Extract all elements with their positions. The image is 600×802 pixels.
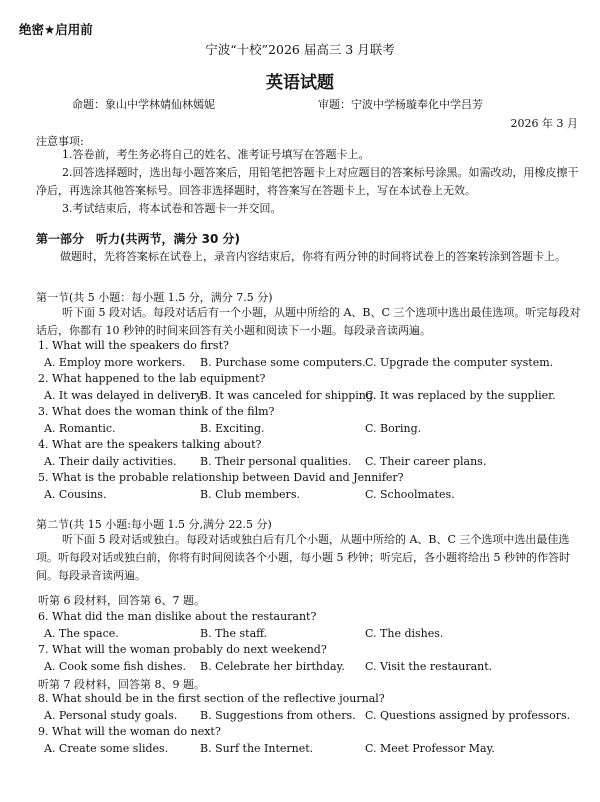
notes-heading: 注意事项: — [36, 135, 84, 148]
option-c: C. The dishes. — [365, 627, 444, 640]
option-c: C. Visit the restaurant. — [365, 660, 493, 673]
option-a: A. It was delayed in delivery. — [44, 389, 205, 402]
option-b: B. Their personal qualities. — [200, 455, 352, 468]
option-a: A. Personal study goals. — [44, 709, 178, 722]
exam-date: 2026 年 3 月 — [510, 117, 578, 130]
option-c: C. Meet Professor May. — [365, 742, 495, 755]
option-c: C. Boring. — [365, 422, 422, 435]
question: 1. What will the speakers do first? — [38, 339, 229, 352]
note-item: 1.答卷前，考生务必将自己的姓名、准考证号填写在答题卡上。 — [62, 148, 370, 161]
option-b: B. It was canceled for shipping. — [200, 389, 377, 402]
question: 2. What happened to the lab equipment? — [38, 372, 266, 385]
option-b: B. The staff. — [200, 627, 268, 640]
section-intro: 听下面 5 段对话。每段对话后有一个小题，从题中所给的 A、B、C 三个选项中选出最佳选项。听完每段对话后，你都有 10 秒钟的时间来回答有关小题和阅读下一小题。每段录音读两遍。 — [36, 306, 581, 337]
question: 8. What should be in the first section of the reflective journal? — [38, 692, 385, 705]
question: 4. What are the speakers talking about? — [38, 438, 262, 451]
option-a: A. Create some slides. — [44, 742, 169, 755]
question: 5. What is the probable relationship between David and Jennifer? — [38, 471, 404, 484]
material-instruction: 听第 7 段材料，回答第 8、9 题。 — [38, 678, 205, 691]
question: 9. What will the woman do next? — [38, 725, 221, 738]
option-a: A. Cousins. — [44, 488, 107, 501]
question: 7. What will the woman probably do next weekend? — [38, 643, 327, 656]
subject-title: 英语试题 — [266, 73, 334, 93]
option-c: C. Upgrade the computer system. — [365, 356, 554, 369]
option-b: B. Suggestions from others. — [200, 709, 356, 722]
option-a: A. Romantic. — [44, 422, 116, 435]
question: 3. What does the woman think of the film? — [38, 405, 275, 418]
option-b: B. Exciting. — [200, 422, 265, 435]
part-title: 第一部分 听力(共两节，满分 30 分) — [36, 232, 241, 246]
option-a: A. The space. — [44, 627, 119, 640]
material-instruction: 听第 6 段材料，回答第 6、7 题。 — [38, 594, 205, 607]
option-c: C. Questions assigned by professors. — [365, 709, 571, 722]
option-b: B. Purchase some computers. — [200, 356, 366, 369]
option-b: B. Celebrate her birthday. — [200, 660, 345, 673]
question: 6. What did the man dislike about the restaurant? — [38, 610, 317, 623]
reviewers: 审题：宁波中学杨璇奉化中学吕芳 — [318, 98, 483, 111]
part-intro: 做题时，先将答案标在试卷上，录音内容结束后，你将有两分钟的时间将试卷上的答案转涂到答题卡上。 — [60, 250, 566, 263]
note-item: 3.考试结束后，将本试卷和答题卡一并交回。 — [62, 202, 282, 215]
option-b: B. Surf the Internet. — [200, 742, 314, 755]
note-item: 2.回答选择题时，选出每小题答案后，用铅笔把答题卡上对应题目的答案标号涂黑。如需改动，用橡皮擦干净后，再选涂其他答案标号。回答非选择题时，将答案写在答题卡上，写在本试卷上无效。 — [36, 166, 579, 197]
option-c: C. Schoolmates. — [365, 488, 455, 501]
authors: 命题：象山中学林婧仙林嫣妮 — [72, 98, 215, 111]
section-title: 第二节(共 15 小题:每小题 1.5 分,满分 22.5 分) — [36, 518, 272, 531]
option-a: A. Cook some fish dishes. — [44, 660, 186, 673]
exam-title: 宁波“十校”2026 届高三 3 月联考 — [205, 42, 395, 57]
section-title: 第一节(共 5 小题：每小题 1.5 分，满分 7.5 分) — [36, 291, 273, 304]
confidential-mark: 绝密★启用前 — [19, 22, 93, 37]
option-b: B. Club members. — [200, 488, 300, 501]
option-c: C. It was replaced by the supplier. — [365, 389, 556, 402]
option-a: A. Their daily activities. — [44, 455, 177, 468]
option-c: C. Their career plans. — [365, 455, 487, 468]
section-intro: 听下面 5 段对话或独白。每段对话或独白后有几个小题，从题中所给的 A、B、C 三个选项中选出最佳选项。听每段对话或独白前，你将有时间阅读各个小题，每小题 5 秒钟；听完后，各小题将给出 5 秒钟的作答时间。每段录音读两遍。 — [36, 533, 570, 582]
option-a: A. Employ more workers. — [44, 356, 186, 369]
